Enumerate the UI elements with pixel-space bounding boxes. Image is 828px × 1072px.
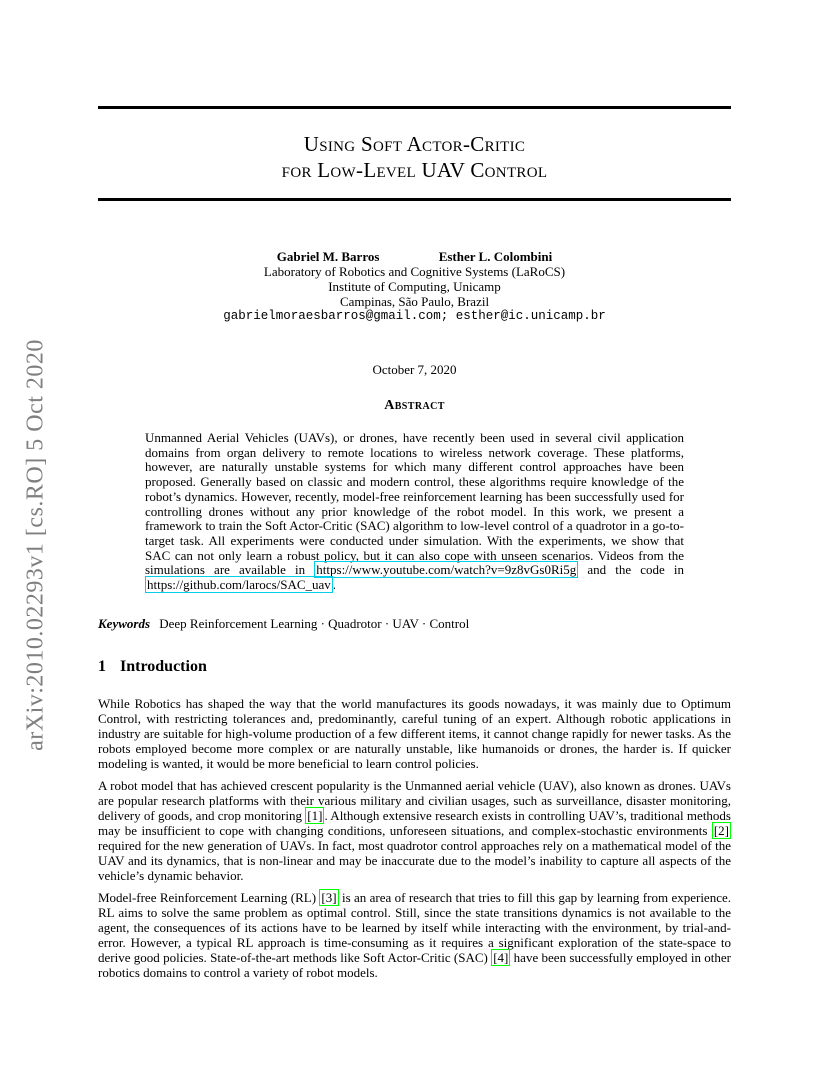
author-name: Esther L. Colombini <box>438 249 553 264</box>
paragraph <box>98 890 731 980</box>
title-line-2: for Low-Level UAV Control <box>281 158 548 182</box>
title-bottom-rule <box>98 198 731 201</box>
paragraph-text: required for the new generation of UAVs. In fact, most quadrotor control approaches rely on a mathematical model of the UAV and its dynamics, that is non-linear and may be inaccurate due to the model’s inability to capture all aspects of the vehicle’s dynamic behavior. <box>98 838 731 883</box>
keywords-label: Keywords <box>98 616 150 631</box>
keywords-line <box>98 616 731 632</box>
arxiv-sidebar-stamp: arXiv:2010.02293v1 [cs.RO] 5 Oct 2020 <box>22 339 49 751</box>
citation-link[interactable]: [1] <box>307 808 323 823</box>
youtube-link[interactable]: https://www.youtube.com/watch?v=9z8vGs0Ri5g <box>316 562 577 578</box>
paragraph <box>98 778 731 883</box>
citation-link[interactable]: [4] <box>493 950 509 965</box>
paragraph-text: . Although extensive research exists in controlling UAV’s, traditional methods may be insufficient to cope with changing conditions, unforeseen situations, and complex-stochastic environments <box>98 808 731 838</box>
section-title: Introduction <box>120 658 207 675</box>
introduction-body <box>98 696 731 987</box>
abstract-body-mid: and the code in <box>578 562 684 578</box>
abstract-text <box>145 431 684 593</box>
paper-title <box>98 131 731 183</box>
paragraph-text: A robot model that has achieved crescent popularity is the Unmanned aerial vehicle (UAV), also known as drones. UAVs are popular research platforms with their various military and civilian usages, such as surveillance, disaster monitoring, delivery of goods, and crop monitoring <box>98 778 731 823</box>
author-affiliation: Laboratory of Robotics and Cognitive Systems (LaRoCS) <box>263 264 566 279</box>
paragraph: While Robotics has shaped the way that the world manufactures its goods nowadays, it was mainly due to Optimum Control, with restricting tolerances and, predominantly, careful tuning of an expert. Although robotic applications in industry are suitable for high-volume production of a few different items, it cannot change rapidly for newer tasks. As the robots employed become more complex or are naturally unstable, like humanoids or drones, the harder is. If quicker modeling is wanted, it would be more beneficial to learn control policies. <box>98 696 731 771</box>
section-heading <box>98 658 207 676</box>
paragraph-text: have been successfully employed in other robotics domains to control a variety of robot models. <box>98 950 731 980</box>
author-emails: gabrielmoraesbarros@gmail.com; esther@ic.unicamp.br <box>223 309 606 323</box>
abstract-heading: Abstract <box>384 398 445 413</box>
paper-date: October 7, 2020 <box>372 362 457 377</box>
keywords-items: Deep Reinforcement Learning · Quadrotor · UAV · Control <box>159 616 470 631</box>
paragraph-text: is an area of research that tries to fill this gap by learning from experience. RL aims to solve the same problem as optimal control. Still, since the state transitions dynamics is not available to the agent, the consequences of its actions have to be learned by itself while interacting with the environment, by trial-and-error. However, a typical RL approach is time-consuming as it requires a significant exploration of the state-space to derive good policies. State-of-the-art methods like Soft Actor-Critic (SAC) <box>98 890 731 965</box>
citation-link[interactable]: [3] <box>321 890 337 905</box>
section-number: 1 <box>98 658 106 675</box>
author-location: Campinas, São Paulo, Brazil <box>339 294 490 309</box>
github-link[interactable]: https://github.com/larocs/SAC_uav <box>147 577 331 593</box>
abstract-body: Unmanned Aerial Vehicles (UAVs), or drones, have recently been used in several civil application domains from organ delivery to remote locations to wireless network coverage. These platforms, however, are naturally unstable systems for which many different control approaches have been proposed. Generally based on classic and modern control, these algorithms require knowledge of the robot’s dynamics. However, recently, model-free reinforcement learning has been successfully used for controlling drones without any prior knowledge of the robot model. In this work, we present a framework to train the Soft Actor-Critic (SAC) algorithm to low-level control of a quadrotor in a go-to-target task. All experiments were conducted under simulation. With the experiments, we show that SAC can not only learn a robust policy, but it can also cope with unseen scenarios. Videos from the simulations are available in <box>145 430 684 578</box>
author-block <box>98 249 731 324</box>
author-names <box>98 249 731 264</box>
paragraph-text: Model-free Reinforcement Learning (RL) <box>98 890 320 905</box>
citation-link[interactable]: [2] <box>713 823 729 838</box>
author-name: Gabriel M. Barros <box>276 249 380 264</box>
abstract-body-end: . <box>332 577 337 593</box>
author-institute: Institute of Computing, Unicamp <box>328 279 501 294</box>
title-top-rule <box>98 106 731 109</box>
title-line-1: Using Soft Actor-Critic <box>303 132 526 156</box>
